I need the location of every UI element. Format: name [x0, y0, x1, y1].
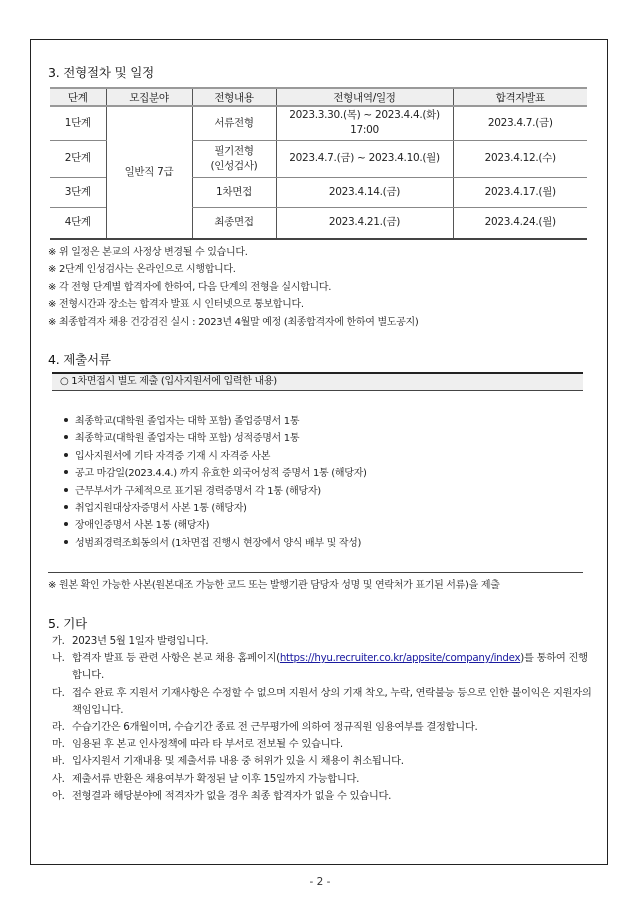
etc-item-label: 다.: [52, 686, 65, 699]
list-item: [64, 430, 367, 447]
list-item-text: 근무부서가 구체적으로 표기된 경력증명서 각 1통 (해당자): [75, 485, 321, 497]
cell-content: 1차면접: [192, 177, 276, 207]
cell-schedule: 2023.4.7.(금) ~ 2023.4.10.(월): [276, 140, 453, 177]
header-stage: 단계: [50, 88, 106, 106]
note-item: ※ 각 전형 단계별 합격자에 한하여, 다음 단계의 전형을 실시합니다.: [48, 281, 332, 293]
list-item: [64, 483, 367, 500]
note-item: ※ 전형시간과 장소는 합격자 발표 시 인터넷으로 통보합니다.: [48, 299, 304, 311]
etc-item-text: 전형결과 해당분야에 적격자가 없을 경우 최종 합격자가 없을 수 있습니다.: [72, 789, 392, 802]
documents-list: [64, 413, 367, 552]
etc-item-label: 나.: [52, 652, 65, 665]
bullet-icon: [64, 470, 68, 474]
page-number: - 2 -: [309, 876, 331, 888]
cell-schedule: 2023.3.30.(목) ~ 2023.4.4.(화) 17:00: [276, 106, 453, 140]
list-item-text: 최종학교(대학원 졸업자는 대학 포함) 졸업증명서 1통: [75, 416, 300, 427]
etc-item-label: 가.: [52, 635, 65, 647]
list-item: [64, 517, 367, 534]
list-item: [64, 448, 367, 465]
list-item-text: 취업지원대상자증명서 사본 1통 (해당자): [75, 503, 247, 515]
cell-content-line1: 필기전형: [214, 144, 254, 157]
etc-item-label: 라.: [52, 721, 65, 734]
list-item-text: 공고 마감일(2023.4.4.) 까지 유효한 외국어성적 증명서 1통 (해당자): [75, 468, 367, 480]
note-item: ※ 2단계 인성검사는 온라인으로 시행합니다.: [48, 264, 236, 276]
bullet-icon: [64, 435, 68, 439]
documents-subheading: ○ 1차면접시 별도 제출 (입사지원서에 입력한 내용): [52, 372, 583, 391]
bullet-icon: [64, 453, 68, 457]
table-header-row: [50, 88, 587, 106]
list-item: [64, 413, 367, 430]
list-item: [64, 465, 367, 482]
etc-item-label: 사.: [52, 772, 65, 785]
recruit-homepage-link[interactable]: https://hyu.recruiter.co.kr/appsite/company/index: [279, 652, 521, 665]
header-content: 전형내용: [192, 88, 276, 106]
bullet-icon: [64, 505, 68, 509]
list-item-text: 최종학교(대학원 졸업자는 대학 포함) 성적증명서 1통: [75, 433, 300, 445]
etc-item-text: 입사지원서 기재내용 및 제출서류 내용 중 허위가 있을 시 채용이 취소됩니다.: [72, 755, 404, 768]
section-title-schedule: 3. 전형절차 및 일정: [48, 65, 154, 80]
etc-text-before: 합격자 발표 등 관련 사항은 본교 채용 홈페이지(: [72, 652, 280, 665]
etc-item-label: 마.: [52, 738, 65, 751]
etc-item: [52, 650, 592, 684]
divider: [48, 572, 583, 573]
etc-item: [52, 736, 592, 753]
cell-stage: 3단계: [50, 177, 106, 207]
etc-item: [52, 685, 592, 719]
etc-item: [52, 633, 592, 650]
etc-item-label: 바.: [52, 755, 65, 768]
etc-item-text: [72, 650, 592, 684]
cell-announce: 2023.4.17.(월): [453, 177, 587, 207]
list-item: [64, 535, 367, 552]
note-item: ※ 최종합격자 채용 건강검진 실시 : 2023년 4월말 예정 (최종합격자에 한하여 별도공지): [48, 316, 419, 328]
cell-content: 서류전형: [192, 106, 276, 140]
cell-field: 일반직 7급: [106, 106, 192, 239]
bullet-icon: [64, 522, 68, 526]
cell-announce: 2023.4.24.(월): [453, 207, 587, 239]
cell-content: 최종면접: [192, 207, 276, 239]
list-item: [64, 500, 367, 517]
etc-item: [52, 753, 592, 770]
etc-item-text: 제출서류 반환은 채용여부가 확정된 날 이후 15일까지 가능합니다.: [72, 772, 360, 785]
etc-list: [52, 633, 592, 805]
header-field: 모집분야: [106, 88, 192, 106]
bullet-icon: [64, 488, 68, 492]
etc-text-after: )를 통하여 진행합니다.: [72, 652, 588, 682]
cell-stage: 1단계: [50, 106, 106, 140]
bullet-icon: [64, 540, 68, 544]
cell-stage: 2단계: [50, 140, 106, 177]
etc-item-text: 접수 완료 후 지원서 기재사항은 수정할 수 없으며 지원서 상의 기재 착오, 누락, 연락불능 등으로 인한 불이익은 지원자의 책임입니다.: [72, 686, 592, 716]
list-item-text: 성범죄경력조회동의서 (1차면접 진행시 현장에서 양식 배부 및 작성): [75, 537, 362, 549]
etc-item: [52, 788, 592, 805]
etc-item-text: 2023년 5월 1일자 발령입니다.: [72, 635, 209, 647]
note-item: ※ 위 일정은 본교의 사정상 변경될 수 있습니다.: [48, 247, 248, 258]
list-item-text: 장애인증명서 사본 1통 (해당자): [75, 520, 210, 532]
cell-schedule: 2023.4.14.(금): [276, 177, 453, 207]
cell-announce: 2023.4.7.(금): [453, 106, 587, 140]
cell-schedule: 2023.4.21.(금): [276, 207, 453, 239]
etc-item: [52, 771, 592, 788]
header-announce: 합격자발표: [453, 88, 587, 106]
cell-content: [192, 140, 276, 177]
header-schedule: 전형내역/일정: [276, 88, 453, 106]
cell-content-line2: (인성검사): [210, 159, 258, 172]
cell-announce: 2023.4.12.(수): [453, 140, 587, 177]
documents-footnote: ※ 원본 확인 가능한 사본(원본대조 가능한 코드 또는 발행기관 담당자 성명 및 연락처가 표기된 서류)을 제출: [48, 580, 500, 591]
schedule-notes: [48, 244, 419, 331]
list-item-text: 입사지원서에 기타 자격증 기재 시 자격증 사본: [75, 450, 271, 462]
section-title-etc: 5. 기타: [48, 616, 88, 631]
etc-item-text: 수습기간은 6개월이며, 수습기간 종료 전 근무평가에 의하여 정규직원 임용여부를 결정합니다.: [72, 721, 478, 734]
etc-item-label: 아.: [52, 789, 65, 802]
table-row: [50, 106, 587, 140]
etc-item: [52, 719, 592, 736]
etc-item-text: 임용된 후 본교 인사정책에 따라 타 부서로 전보될 수 있습니다.: [72, 738, 343, 751]
bullet-icon: [64, 418, 68, 422]
cell-stage: 4단계: [50, 207, 106, 239]
section-title-documents: 4. 제출서류: [48, 352, 111, 367]
schedule-table: [50, 87, 587, 240]
